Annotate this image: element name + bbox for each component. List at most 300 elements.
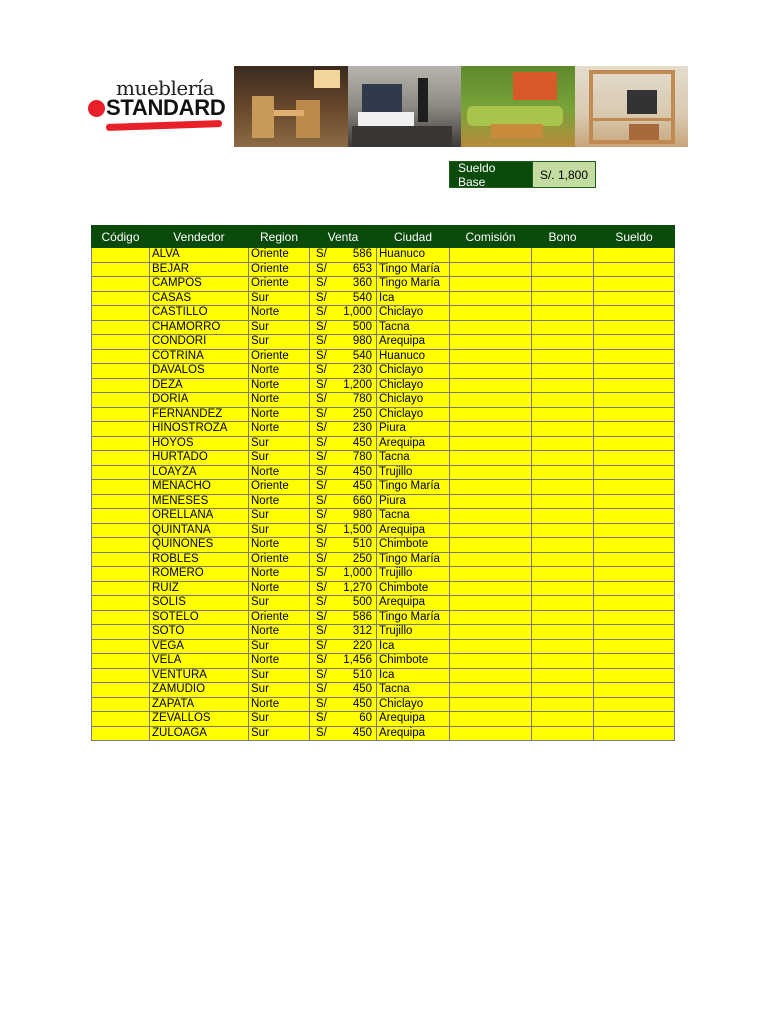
codigo-cell[interactable] xyxy=(92,523,150,538)
venta-cell[interactable] xyxy=(310,480,377,495)
codigo-cell[interactable] xyxy=(92,712,150,727)
bono-cell[interactable] xyxy=(532,596,594,611)
sueldo-cell[interactable] xyxy=(594,726,675,741)
codigo-cell[interactable] xyxy=(92,509,150,524)
comision-cell[interactable] xyxy=(450,712,532,727)
bono-cell[interactable] xyxy=(532,668,594,683)
codigo-cell[interactable] xyxy=(92,654,150,669)
codigo-cell[interactable] xyxy=(92,407,150,422)
bono-cell[interactable] xyxy=(532,480,594,495)
bono-cell[interactable] xyxy=(532,552,594,567)
sueldo-cell[interactable] xyxy=(594,349,675,364)
sueldo-cell[interactable] xyxy=(594,378,675,393)
sueldo-cell[interactable] xyxy=(594,581,675,596)
comision-cell[interactable] xyxy=(450,349,532,364)
ciudad-cell[interactable]: Tingo María xyxy=(377,552,450,567)
bono-cell[interactable] xyxy=(532,567,594,582)
ciudad-cell[interactable]: Tingo María xyxy=(377,480,450,495)
codigo-cell[interactable] xyxy=(92,306,150,321)
venta-cell[interactable] xyxy=(310,610,377,625)
venta-amount: 250 xyxy=(352,552,372,565)
comision-cell[interactable] xyxy=(450,625,532,640)
table-row xyxy=(92,248,675,263)
column-header[interactable]: Comisión xyxy=(450,226,532,248)
ciudad-cell[interactable]: Trujillo xyxy=(377,465,450,480)
codigo-cell[interactable] xyxy=(92,538,150,553)
region-cell[interactable]: Norte xyxy=(249,422,310,437)
ciudad-cell[interactable]: Arequipa xyxy=(377,712,450,727)
comision-cell[interactable] xyxy=(450,277,532,292)
sueldo-cell[interactable] xyxy=(594,393,675,408)
venta-cell[interactable] xyxy=(310,639,377,654)
venta-cell[interactable] xyxy=(310,277,377,292)
ciudad-cell[interactable]: Chiclayo xyxy=(377,306,450,321)
sueldo-cell[interactable] xyxy=(594,654,675,669)
region-cell[interactable]: Oriente xyxy=(249,552,310,567)
venta-cell[interactable] xyxy=(310,581,377,596)
vendedor-cell[interactable]: SOLIS xyxy=(150,596,249,611)
codigo-cell[interactable] xyxy=(92,683,150,698)
vendedor-cell[interactable]: DEZA xyxy=(150,378,249,393)
vendedor-cell[interactable]: COTRINA xyxy=(150,349,249,364)
vendedor-cell[interactable]: QUINTANA xyxy=(150,523,249,538)
comision-cell[interactable] xyxy=(450,523,532,538)
comision-cell[interactable] xyxy=(450,697,532,712)
vendedor-cell[interactable]: ZULOAGA xyxy=(150,726,249,741)
region-cell[interactable]: Norte xyxy=(249,378,310,393)
region-cell[interactable]: Norte xyxy=(249,494,310,509)
ciudad-cell[interactable]: Trujillo xyxy=(377,625,450,640)
vendedor-cell[interactable]: ORELLANA xyxy=(150,509,249,524)
sueldo-cell[interactable] xyxy=(594,697,675,712)
ciudad-cell[interactable]: Tingo María xyxy=(377,610,450,625)
sueldo-cell[interactable] xyxy=(594,335,675,350)
ciudad-cell[interactable]: Trujillo xyxy=(377,567,450,582)
ciudad-cell[interactable]: Chiclayo xyxy=(377,364,450,379)
codigo-cell[interactable] xyxy=(92,625,150,640)
vendedor-cell[interactable]: ROMERO xyxy=(150,567,249,582)
region-cell[interactable]: Oriente xyxy=(249,262,310,277)
comision-cell[interactable] xyxy=(450,291,532,306)
bono-cell[interactable] xyxy=(532,306,594,321)
vendedor-cell[interactable]: VELA xyxy=(150,654,249,669)
bono-cell[interactable] xyxy=(532,451,594,466)
venta-amount: 1,500 xyxy=(343,523,372,536)
codigo-cell[interactable] xyxy=(92,480,150,495)
bono-cell[interactable] xyxy=(532,335,594,350)
comision-cell[interactable] xyxy=(450,378,532,393)
codigo-cell[interactable] xyxy=(92,320,150,335)
bono-cell[interactable] xyxy=(532,538,594,553)
venta-cell[interactable] xyxy=(310,523,377,538)
sueldo-cell[interactable] xyxy=(594,494,675,509)
venta-cell[interactable] xyxy=(310,378,377,393)
region-cell[interactable]: Norte xyxy=(249,393,310,408)
venta-cell[interactable] xyxy=(310,538,377,553)
ciudad-cell[interactable]: Chimbote xyxy=(377,654,450,669)
codigo-cell[interactable] xyxy=(92,349,150,364)
codigo-cell[interactable] xyxy=(92,567,150,582)
bono-cell[interactable] xyxy=(532,509,594,524)
codigo-cell[interactable] xyxy=(92,335,150,350)
bono-cell[interactable] xyxy=(532,581,594,596)
venta-cell[interactable] xyxy=(310,349,377,364)
sueldo-cell[interactable] xyxy=(594,422,675,437)
logo-main-text: STANDARD xyxy=(106,95,226,120)
vendedor-cell[interactable]: RUIZ xyxy=(150,581,249,596)
codigo-cell[interactable] xyxy=(92,378,150,393)
column-header[interactable]: Sueldo xyxy=(594,226,675,248)
ciudad-cell[interactable]: Chimbote xyxy=(377,538,450,553)
codigo-cell[interactable] xyxy=(92,639,150,654)
column-header[interactable]: Venta xyxy=(310,226,377,248)
region-cell[interactable]: Sur xyxy=(249,436,310,451)
codigo-cell[interactable] xyxy=(92,668,150,683)
venta-cell[interactable] xyxy=(310,407,377,422)
sueldo-cell[interactable] xyxy=(594,451,675,466)
sueldo-cell[interactable] xyxy=(594,407,675,422)
comision-cell[interactable] xyxy=(450,726,532,741)
ciudad-cell[interactable]: Arequipa xyxy=(377,436,450,451)
region-cell[interactable]: Sur xyxy=(249,668,310,683)
vendedor-cell[interactable]: DAVALOS xyxy=(150,364,249,379)
comision-cell[interactable] xyxy=(450,639,532,654)
venta-cell[interactable] xyxy=(310,726,377,741)
sueldo-cell[interactable] xyxy=(594,248,675,263)
comision-cell[interactable] xyxy=(450,335,532,350)
sueldo-cell[interactable] xyxy=(594,480,675,495)
comision-cell[interactable] xyxy=(450,393,532,408)
bono-cell[interactable] xyxy=(532,422,594,437)
sueldo-cell[interactable] xyxy=(594,567,675,582)
currency-symbol: S/ xyxy=(316,683,327,696)
region-cell[interactable]: Oriente xyxy=(249,277,310,292)
bono-cell[interactable] xyxy=(532,262,594,277)
codigo-cell[interactable] xyxy=(92,697,150,712)
ciudad-cell[interactable]: Arequipa xyxy=(377,335,450,350)
comision-cell[interactable] xyxy=(450,451,532,466)
column-header[interactable]: Ciudad xyxy=(377,226,450,248)
venta-cell[interactable] xyxy=(310,306,377,321)
venta-amount: 660 xyxy=(352,494,372,507)
sueldo-cell[interactable] xyxy=(594,364,675,379)
bono-cell[interactable] xyxy=(532,654,594,669)
bono-cell[interactable] xyxy=(532,523,594,538)
vendedor-cell[interactable]: CASAS xyxy=(150,291,249,306)
codigo-cell[interactable] xyxy=(92,726,150,741)
codigo-cell[interactable] xyxy=(92,596,150,611)
table-row xyxy=(92,465,675,480)
vendedor-cell[interactable]: MENACHO xyxy=(150,480,249,495)
comision-cell[interactable] xyxy=(450,306,532,321)
venta-cell[interactable] xyxy=(310,625,377,640)
ciudad-cell[interactable]: Piura xyxy=(377,494,450,509)
venta-cell[interactable] xyxy=(310,567,377,582)
ciudad-cell[interactable]: Arequipa xyxy=(377,596,450,611)
bono-cell[interactable] xyxy=(532,494,594,509)
codigo-cell[interactable] xyxy=(92,262,150,277)
venta-cell[interactable] xyxy=(310,654,377,669)
venta-cell[interactable] xyxy=(310,364,377,379)
table-row xyxy=(92,451,675,466)
venta-cell[interactable] xyxy=(310,697,377,712)
sueldo-cell[interactable] xyxy=(594,523,675,538)
sueldo-cell[interactable] xyxy=(594,639,675,654)
venta-cell[interactable] xyxy=(310,552,377,567)
table-row xyxy=(92,407,675,422)
ciudad-cell[interactable]: Tacna xyxy=(377,509,450,524)
ciudad-cell[interactable]: Ica xyxy=(377,639,450,654)
region-cell[interactable]: Sur xyxy=(249,639,310,654)
codigo-cell[interactable] xyxy=(92,436,150,451)
ciudad-cell[interactable]: Chimbote xyxy=(377,581,450,596)
comision-cell[interactable] xyxy=(450,538,532,553)
comision-cell[interactable] xyxy=(450,552,532,567)
comision-cell[interactable] xyxy=(450,262,532,277)
bono-cell[interactable] xyxy=(532,349,594,364)
comision-cell[interactable] xyxy=(450,596,532,611)
comision-cell[interactable] xyxy=(450,364,532,379)
bono-cell[interactable] xyxy=(532,683,594,698)
currency-symbol: S/ xyxy=(316,697,327,710)
comision-cell[interactable] xyxy=(450,422,532,437)
column-header[interactable]: Vendedor xyxy=(150,226,249,248)
region-cell[interactable]: Sur xyxy=(249,451,310,466)
comision-cell[interactable] xyxy=(450,610,532,625)
sueldo-cell[interactable] xyxy=(594,610,675,625)
region-cell[interactable]: Sur xyxy=(249,523,310,538)
region-cell[interactable]: Norte xyxy=(249,538,310,553)
region-cell[interactable]: Norte xyxy=(249,364,310,379)
vendedor-cell[interactable]: HURTADO xyxy=(150,451,249,466)
table-row xyxy=(92,683,675,698)
codigo-cell[interactable] xyxy=(92,364,150,379)
region-cell[interactable]: Norte xyxy=(249,581,310,596)
bono-cell[interactable] xyxy=(532,291,594,306)
ciudad-cell[interactable]: Arequipa xyxy=(377,523,450,538)
region-cell[interactable]: Sur xyxy=(249,291,310,306)
venta-cell[interactable] xyxy=(310,683,377,698)
region-cell[interactable]: Oriente xyxy=(249,480,310,495)
bono-cell[interactable] xyxy=(532,407,594,422)
ciudad-cell[interactable]: Tacna xyxy=(377,451,450,466)
region-cell[interactable]: Sur xyxy=(249,509,310,524)
bono-cell[interactable] xyxy=(532,639,594,654)
table-row xyxy=(92,596,675,611)
region-cell[interactable]: Oriente xyxy=(249,610,310,625)
ciudad-cell[interactable]: Tacna xyxy=(377,683,450,698)
ciudad-cell[interactable]: Chiclayo xyxy=(377,407,450,422)
vendedor-cell[interactable]: BEJAR xyxy=(150,262,249,277)
sueldo-cell[interactable] xyxy=(594,277,675,292)
venta-cell[interactable] xyxy=(310,494,377,509)
vendedor-cell[interactable]: ZAMUDIO xyxy=(150,683,249,698)
sueldo-cell[interactable] xyxy=(594,306,675,321)
sueldo-cell[interactable] xyxy=(594,552,675,567)
comision-cell[interactable] xyxy=(450,494,532,509)
comision-cell[interactable] xyxy=(450,248,532,263)
venta-cell[interactable] xyxy=(310,436,377,451)
bono-cell[interactable] xyxy=(532,697,594,712)
bono-cell[interactable] xyxy=(532,610,594,625)
region-cell[interactable]: Sur xyxy=(249,335,310,350)
vendedor-cell[interactable]: CONDORI xyxy=(150,335,249,350)
region-cell[interactable]: Norte xyxy=(249,306,310,321)
ciudad-cell[interactable]: Ica xyxy=(377,668,450,683)
ciudad-cell[interactable]: Piura xyxy=(377,422,450,437)
table-row xyxy=(92,393,675,408)
vendedor-cell[interactable]: CAMPOS xyxy=(150,277,249,292)
ciudad-cell[interactable]: Chiclayo xyxy=(377,378,450,393)
sueldo-cell[interactable] xyxy=(594,538,675,553)
sueldo-cell[interactable] xyxy=(594,262,675,277)
vendedor-cell[interactable]: ZEVALLOS xyxy=(150,712,249,727)
region-cell[interactable]: Sur xyxy=(249,726,310,741)
region-cell[interactable]: Norte xyxy=(249,567,310,582)
bono-cell[interactable] xyxy=(532,625,594,640)
sueldo-base-value[interactable]: S/. 1,800 xyxy=(532,162,595,187)
bono-cell[interactable] xyxy=(532,378,594,393)
venta-cell[interactable] xyxy=(310,393,377,408)
region-cell[interactable]: Norte xyxy=(249,625,310,640)
vendedor-cell[interactable]: CHAMORRO xyxy=(150,320,249,335)
bono-cell[interactable] xyxy=(532,248,594,263)
column-header[interactable]: Region xyxy=(249,226,310,248)
venta-cell[interactable] xyxy=(310,596,377,611)
venta-cell[interactable] xyxy=(310,451,377,466)
comision-cell[interactable] xyxy=(450,668,532,683)
codigo-cell[interactable] xyxy=(92,291,150,306)
vendedor-cell[interactable]: QUINONES xyxy=(150,538,249,553)
vendedor-cell[interactable]: VEGA xyxy=(150,639,249,654)
codigo-cell[interactable] xyxy=(92,277,150,292)
comision-cell[interactable] xyxy=(450,407,532,422)
codigo-cell[interactable] xyxy=(92,393,150,408)
region-cell[interactable]: Oriente xyxy=(249,349,310,364)
vendedor-cell[interactable]: LOAYZA xyxy=(150,465,249,480)
region-cell[interactable]: Sur xyxy=(249,320,310,335)
ciudad-cell[interactable]: Tacna xyxy=(377,320,450,335)
comision-cell[interactable] xyxy=(450,480,532,495)
comision-cell[interactable] xyxy=(450,320,532,335)
bono-cell[interactable] xyxy=(532,277,594,292)
bono-cell[interactable] xyxy=(532,465,594,480)
comision-cell[interactable] xyxy=(450,509,532,524)
vendedor-cell[interactable]: ALVA xyxy=(150,248,249,263)
bono-cell[interactable] xyxy=(532,726,594,741)
region-cell[interactable]: Sur xyxy=(249,712,310,727)
region-cell[interactable]: Oriente xyxy=(249,248,310,263)
living-room-photo xyxy=(461,66,575,147)
ciudad-cell[interactable]: Tingo María xyxy=(377,262,450,277)
sueldo-cell[interactable] xyxy=(594,465,675,480)
vendedor-cell[interactable]: HOYOS xyxy=(150,436,249,451)
bono-cell[interactable] xyxy=(532,364,594,379)
comision-cell[interactable] xyxy=(450,581,532,596)
codigo-cell[interactable] xyxy=(92,248,150,263)
sueldo-cell[interactable] xyxy=(594,509,675,524)
vendedor-cell[interactable]: FERNANDEZ xyxy=(150,407,249,422)
vendedor-cell[interactable]: ROBLES xyxy=(150,552,249,567)
vendedor-cell[interactable]: VENTURA xyxy=(150,668,249,683)
vendedor-cell[interactable]: ZAPATA xyxy=(150,697,249,712)
codigo-cell[interactable] xyxy=(92,465,150,480)
region-cell[interactable]: Norte xyxy=(249,654,310,669)
region-cell[interactable]: Norte xyxy=(249,407,310,422)
vendedor-cell[interactable]: HINOSTROZA xyxy=(150,422,249,437)
column-header[interactable]: Código xyxy=(92,226,150,248)
venta-cell[interactable] xyxy=(310,320,377,335)
bono-cell[interactable] xyxy=(532,436,594,451)
table-row xyxy=(92,306,675,321)
currency-symbol: S/ xyxy=(316,378,327,391)
codigo-cell[interactable] xyxy=(92,422,150,437)
sueldo-cell[interactable] xyxy=(594,668,675,683)
sueldo-cell[interactable] xyxy=(594,712,675,727)
bono-cell[interactable] xyxy=(532,320,594,335)
ciudad-cell[interactable]: Huanuco xyxy=(377,248,450,263)
comision-cell[interactable] xyxy=(450,465,532,480)
region-cell[interactable]: Sur xyxy=(249,683,310,698)
comision-cell[interactable] xyxy=(450,436,532,451)
ciudad-cell[interactable]: Huanuco xyxy=(377,349,450,364)
currency-symbol: S/ xyxy=(316,639,327,652)
vendedor-cell[interactable]: CASTILLO xyxy=(150,306,249,321)
venta-cell[interactable] xyxy=(310,422,377,437)
codigo-cell[interactable] xyxy=(92,451,150,466)
sueldo-cell[interactable] xyxy=(594,436,675,451)
vendedor-cell[interactable]: SOTELO xyxy=(150,610,249,625)
region-cell[interactable]: Sur xyxy=(249,596,310,611)
venta-cell[interactable] xyxy=(310,465,377,480)
sueldo-cell[interactable] xyxy=(594,320,675,335)
codigo-cell[interactable] xyxy=(92,552,150,567)
venta-amount: 1,456 xyxy=(343,654,372,667)
ciudad-cell[interactable]: Arequipa xyxy=(377,726,450,741)
currency-symbol: S/ xyxy=(316,349,327,362)
venta-cell[interactable] xyxy=(310,248,377,263)
ciudad-cell[interactable]: Chiclayo xyxy=(377,393,450,408)
venta-cell[interactable] xyxy=(310,668,377,683)
venta-cell[interactable] xyxy=(310,712,377,727)
bono-cell[interactable] xyxy=(532,393,594,408)
comision-cell[interactable] xyxy=(450,683,532,698)
sueldo-cell[interactable] xyxy=(594,596,675,611)
region-cell[interactable]: Norte xyxy=(249,465,310,480)
ciudad-cell[interactable]: Chiclayo xyxy=(377,697,450,712)
vendedor-cell[interactable]: MENESES xyxy=(150,494,249,509)
ciudad-cell[interactable]: Tingo María xyxy=(377,277,450,292)
codigo-cell[interactable] xyxy=(92,581,150,596)
sueldo-cell[interactable] xyxy=(594,625,675,640)
sueldo-cell[interactable] xyxy=(594,683,675,698)
venta-cell[interactable] xyxy=(310,291,377,306)
sueldo-cell[interactable] xyxy=(594,291,675,306)
bono-cell[interactable] xyxy=(532,712,594,727)
codigo-cell[interactable] xyxy=(92,610,150,625)
venta-cell[interactable] xyxy=(310,335,377,350)
venta-cell[interactable] xyxy=(310,509,377,524)
vendedor-cell[interactable]: SOTO xyxy=(150,625,249,640)
ciudad-cell[interactable]: Ica xyxy=(377,291,450,306)
vendedor-cell[interactable]: DORIA xyxy=(150,393,249,408)
column-header[interactable]: Bono xyxy=(532,226,594,248)
venta-cell[interactable] xyxy=(310,262,377,277)
comision-cell[interactable] xyxy=(450,654,532,669)
comision-cell[interactable] xyxy=(450,567,532,582)
codigo-cell[interactable] xyxy=(92,494,150,509)
region-cell[interactable]: Norte xyxy=(249,697,310,712)
